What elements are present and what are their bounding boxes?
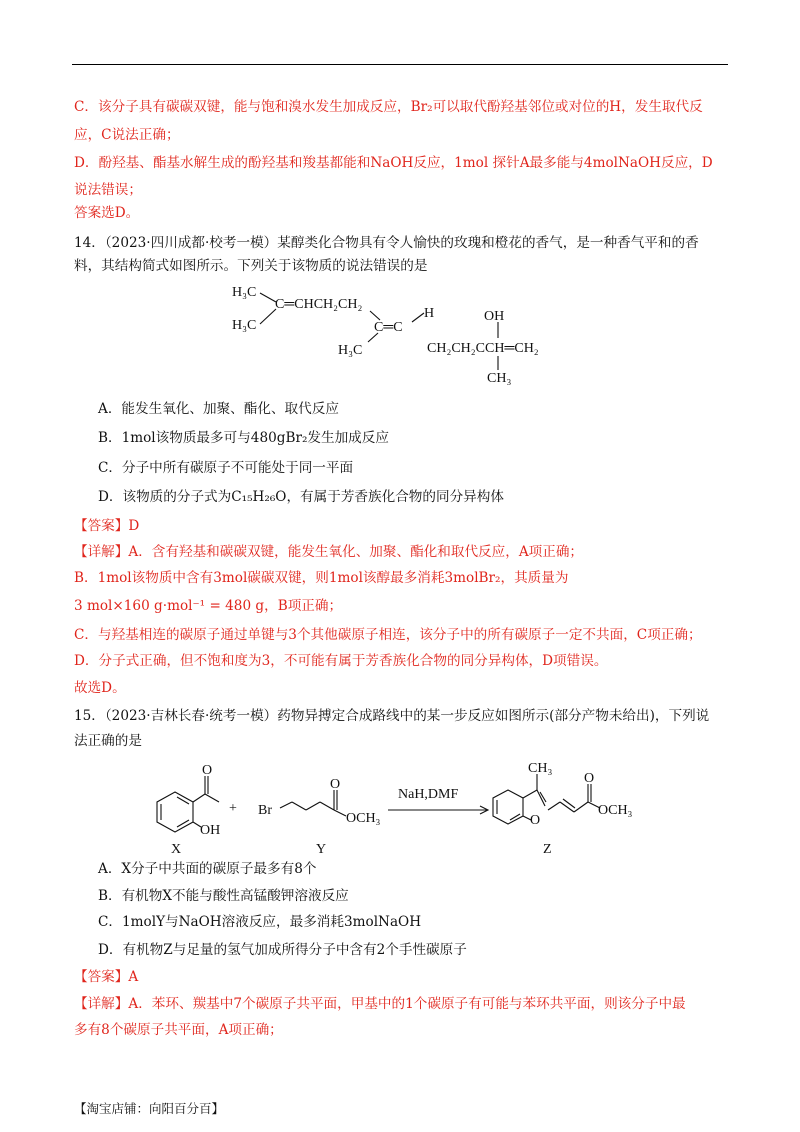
struct-label: C═C xyxy=(374,320,403,335)
struct-label: CH₃ xyxy=(528,761,553,776)
option-d: D．有机物Z与足量的氢气加成所得分子中含有2个手性碳原子 xyxy=(98,942,467,958)
atom-o: O xyxy=(584,771,595,786)
text-line: C．该分子具有碳碳双键，能与饱和溴水发生加成反应，Br₂可以取代酚羟基邻位或对位的H，发生取代反 xyxy=(74,99,703,115)
question-14-stem: 14．（2023·四川成都·校考一模）某醇类化合物具有令人愉快的玫瑰和橙花的香气，是一种香气平和的香 xyxy=(74,235,699,251)
struct-label: CH₂CH₂CCH═CH₂ xyxy=(427,341,539,356)
struct-label: O xyxy=(530,813,541,828)
plus-sign: + xyxy=(229,801,237,816)
explanation-line: 【详解】A．含有羟基和碳碳双键，能发生氧化、加聚、酯化和取代反应，A项正确； xyxy=(74,544,584,560)
struct-label: CH₃ xyxy=(487,371,512,386)
atom-o: O xyxy=(202,763,213,778)
question-14-stem: 料，其结构简式如图所示。下列关于该物质的说法错误的是 xyxy=(74,258,428,274)
answer-14: 【答案】D xyxy=(74,518,140,534)
text-line: 应，C说法正确； xyxy=(74,127,180,143)
equation: 3 mol×160 g·mol⁻¹ = 480 g，B项正确； xyxy=(74,598,343,614)
struct-label: C═CHCH₂CH₂ xyxy=(275,297,363,312)
answer-15: 【答案】A xyxy=(74,969,139,985)
option-a: A．能发生氧化、加聚、酯化、取代反应 xyxy=(98,401,339,417)
compound-label: Y xyxy=(316,842,327,857)
reagent-label: NaH,DMF xyxy=(398,787,459,802)
text-line: 说法错误； xyxy=(74,182,142,198)
conclusion: 故选D。 xyxy=(74,680,126,696)
struct-label: H₃C xyxy=(232,318,257,333)
explanation-line: D．分子式正确，但不饱和度为3，不可能有属于芳香族化合物的同分异构体，D项错误。 xyxy=(74,653,608,669)
option-a: A．X分子中共面的碳原子最多有8个 xyxy=(98,861,317,877)
explanation-line: 【详解】A．苯环、羰基中7个碳原子共平面，甲基中的1个碳原子有可能与苯环共平面，则该分子中最 xyxy=(74,996,686,1012)
option-b: B．有机物X不能与酸性高锰酸钾溶液反应 xyxy=(98,888,349,904)
struct-label: H xyxy=(424,306,435,321)
compound-label: X xyxy=(171,842,182,857)
struct-label: H₃C xyxy=(338,343,363,358)
footer-shop: 【淘宝店铺：向阳百分百】 xyxy=(74,1101,225,1116)
struct-label: Br xyxy=(258,803,272,818)
question-15-stem: 法正确的是 xyxy=(74,733,142,749)
option-c: C．分子中所有碳原子不可能处于同一平面 xyxy=(98,460,354,476)
struct-label: OH xyxy=(200,823,221,838)
explanation-line: 多有8个碳原子共平面，A项正确； xyxy=(74,1022,283,1038)
explanation-line xyxy=(74,596,342,616)
struct-label: OH xyxy=(484,309,505,324)
struct-label: OCH₃ xyxy=(346,811,381,826)
option-d: D．该物质的分子式为C₁₅H₂₆O，有属于芳香族化合物的同分异构体 xyxy=(98,489,504,505)
explanation-line: B．1mol该物质中含有3mol碳碳双键，则1mol该醇最多消耗3molBr₂，其质量为 xyxy=(74,570,569,586)
text-line: D．酚羟基、酯基水解生成的酚羟基和羧基都能和NaOH反应，1mol 探针A最多能与4molNaOH反应，D xyxy=(74,155,713,171)
compound-label: Z xyxy=(543,842,552,857)
question-15-stem: 15．（2023·吉林长春·统考一模）药物异搏定合成路线中的某一步反应如图所示(部分产物未给出)，下列说 xyxy=(74,708,710,724)
text-line: 答案选D。 xyxy=(74,205,140,221)
reaction-15 xyxy=(0,750,800,860)
explanation-line: C．与羟基相连的碳原子通过单键与3个其他碳原子相连，该分子中的所有碳原子一定不共面，C项正确； xyxy=(74,627,702,643)
struct-label: OCH₃ xyxy=(598,803,633,818)
option-c: C．1molY与NaOH溶液反应，最多消耗3molNaOH xyxy=(98,914,422,930)
atom-o: O xyxy=(330,777,341,792)
structure-14 xyxy=(0,0,800,400)
struct-label: H₃C xyxy=(232,285,257,300)
option-b: B．1mol该物质最多可与480gBr₂发生加成反应 xyxy=(98,430,389,446)
